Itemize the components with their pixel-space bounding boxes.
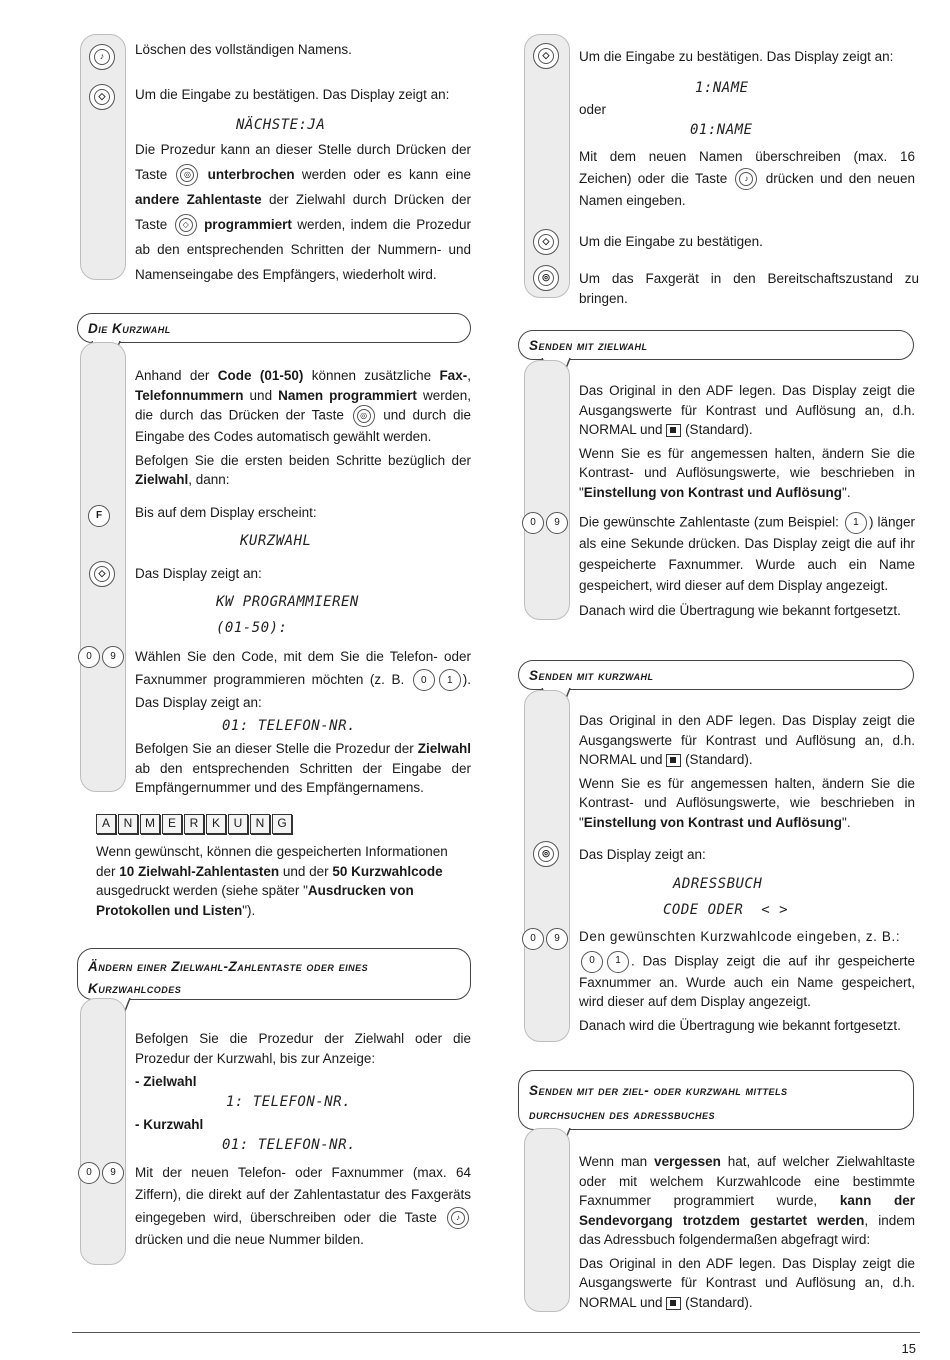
left-top-bar: [80, 34, 126, 280]
digit-zero-key-icon: 0: [78, 646, 100, 668]
loeschen-key-icon: ♪: [89, 44, 115, 70]
kurzwahl-key-icon: ◎: [533, 841, 559, 867]
text-run: drücken und die neue Nummer bilden.: [135, 1231, 364, 1247]
text-run: unterbrochen: [207, 166, 295, 182]
digit-zero-key-icon: 0: [78, 1162, 100, 1184]
text-run: (Standard).: [685, 422, 753, 438]
page-number: 15: [901, 1341, 916, 1356]
display-readout: (01-50):: [216, 620, 288, 636]
resolution-icon: [666, 754, 681, 767]
section-title: Die Kurzwahl: [88, 321, 171, 336]
display-readout: 1:NAME: [695, 80, 749, 96]
text-run: ab den entsprechenden Schritten der Eingabe der Empfängernummer und des Empfängernamens.: [135, 760, 471, 796]
text-run: werden oder es kann eine: [301, 166, 471, 182]
paragraph: oder: [579, 102, 607, 117]
key-letter: A: [96, 814, 116, 834]
text-run: der Zielwahl durch Drücken der Taste: [135, 191, 471, 232]
paragraph: Das Display zeigt an:: [135, 566, 262, 581]
digit-one-key-icon: 1: [439, 669, 461, 691]
text-run: drücken und den neuen Namen eingeben.: [579, 170, 915, 209]
text-run: , indem das Adressbuch folgendermaßen abgefragt wird:: [579, 1212, 915, 1248]
text-run: Wenn Sie es für angemessen halten, ändern Sie die Kontrast- und Auflösungswerte, wie beschrieben in ": [579, 775, 915, 830]
display-readout: NÄCHSTE:JA: [236, 117, 326, 133]
left-top-text-2: [135, 138, 471, 292]
kurzwahl-key-icon: ◎: [353, 405, 375, 427]
text-run: hat, auf welcher Zielwahltaste oder mit welchem Kurzwahlcode eine bestimmte Faxnummer programmiert wurde,: [579, 1154, 915, 1209]
key-letter: N: [250, 814, 270, 834]
paragraph: [135, 1162, 471, 1251]
paragraph: Danach wird die Übertragung wie bekannt fortgesetzt.: [579, 602, 901, 618]
right-top-bar: [524, 34, 570, 298]
right-adress-bar: [524, 1128, 570, 1312]
paragraph: [579, 774, 915, 833]
right-top-text-3: [579, 232, 915, 256]
loeschen-key-icon: ♪: [735, 168, 757, 190]
paragraph: [96, 842, 448, 920]
digit-one-key-icon: 1: [607, 951, 629, 973]
display-readout: KURZWAHL: [240, 533, 312, 549]
text-run: vergessen: [654, 1154, 721, 1169]
text-run: kann der Sendevorgang trotzdem gestartet werden: [579, 1193, 915, 1228]
adress-text: [579, 1152, 915, 1317]
paragraph: [579, 146, 915, 212]
text-run: Befolgen Sie die ersten beiden Schritte bezüglich der: [135, 452, 471, 468]
kurzwahl-senden-text-3: [579, 927, 915, 1039]
text-run: und: [249, 387, 273, 403]
aendern-text-3: [135, 1162, 471, 1255]
right-top-oder: [579, 100, 606, 124]
text-run: Code (01-50): [217, 368, 304, 383]
text-run: und der: [282, 863, 329, 879]
text-run: - Kurzwahl: [135, 1117, 204, 1132]
section-header-zielwahl: [518, 330, 914, 360]
paragraph: [135, 739, 471, 798]
text-run: programmiert: [204, 216, 292, 232]
text-run: Mit dem neuen Namen überschreiben (max. 16 Zeichen) oder die Taste: [579, 149, 915, 186]
key-letter: N: [118, 814, 138, 834]
text-run: und durch die Eingabe des Codes automatisch gewählt werden.: [135, 407, 471, 445]
right-top-text-4: [579, 269, 919, 312]
anmerkung-text: [96, 842, 448, 924]
text-run: Anhand der: [135, 368, 210, 383]
paragraph: Bis auf dem Display erscheint:: [135, 505, 317, 520]
text-run: Befolgen Sie an dieser Stelle die Prozedur der: [135, 741, 414, 756]
display-readout: 1: TELEFON-NR.: [226, 1094, 352, 1110]
right-top-text-2: [579, 146, 915, 216]
section-title: durchsuchen des adressbuches: [529, 1107, 716, 1122]
text-run: Wenn Sie es für angemessen halten, ändern Sie die Kontrast- und Auflösungswerte, wie beschrieben in ": [579, 445, 915, 500]
right-zielwahl-bar: [524, 360, 570, 620]
digit-nine-key-icon: 9: [546, 928, 568, 950]
paragraph: [135, 646, 471, 715]
function-key-icon: F: [88, 505, 110, 527]
start-key-icon: ◇: [89, 561, 115, 587]
paragraph: [579, 1254, 915, 1313]
digit-nine-key-icon: 9: [102, 1162, 124, 1184]
text-run: Das Original in den ADF legen. Das Display zeigt die Ausgangswerte für Kontrast und Auflösung an, d.h. NORMAL und: [579, 383, 915, 438]
text-run: Das Original in den ADF legen. Das Display zeigt die Ausgangswerte für Kontrast und Auflösung an, d.h. NORMAL und: [579, 1255, 915, 1310]
paragraph: Löschen des vollständigen Namens.: [135, 42, 352, 57]
aendern-text-1: [135, 1029, 471, 1096]
text-run: Namen programmiert: [278, 387, 417, 403]
paragraph: Das Display zeigt an:: [579, 847, 706, 862]
text-run: Einstellung von Kontrast und Auflösung: [583, 484, 843, 500]
start-key-icon: ◇: [533, 229, 559, 255]
text-run: ".: [842, 814, 851, 830]
text-run: Einstellung von Kontrast und Auflösung: [583, 814, 843, 830]
text-run: Wenn gewünscht, können die gespeicherten Informationen der: [96, 844, 448, 879]
display-readout: KW PROGRAMMIEREN: [216, 594, 359, 610]
paragraph: [135, 1072, 471, 1092]
text-run: 10 Zielwahl-Zahlentasten: [119, 863, 280, 879]
kurzwahl-text-1: [135, 366, 471, 494]
paragraph: [579, 951, 915, 1012]
text-run: Mit der neuen Telefon- oder Faxnummer (max. 64 Ziffern), die direkt auf der Zahlentastatur des Faxgeräts eingegeben wird, überschreiben oder die Taste: [135, 1165, 471, 1225]
key-letter: E: [162, 814, 182, 834]
kurzwahl-senden-text-2: [579, 845, 915, 869]
start-key-icon: ◇: [89, 84, 115, 110]
paragraph: Um die Eingabe zu bestätigen. Das Display zeigt an:: [135, 86, 450, 102]
text-run: Die gewünschte Zahlentaste (zum Beispiel:: [579, 514, 839, 530]
text-run: , dann:: [188, 472, 230, 488]
stop-key-icon: ◎: [533, 265, 559, 291]
key-letter: K: [206, 814, 226, 834]
kurzwahl-text-3: [135, 564, 471, 588]
left-top-text: [135, 40, 471, 108]
start-key-icon: ◇: [175, 214, 197, 236]
section-title: Ändern einer Zielwahl-Zahlentaste oder eines: [88, 959, 369, 974]
kurzwahl-text-4: [135, 646, 471, 719]
display-readout: ADRESSBUCH: [673, 876, 763, 892]
digit-zero-key-icon: 0: [522, 512, 544, 534]
section-title: Senden mit der ziel- oder kurzwahl mittels: [529, 1083, 788, 1098]
text-run: können zusätzliche: [311, 368, 432, 383]
paragraph: [135, 451, 471, 490]
text-run: . Das Display zeigt die auf ihr gespeicherte Faxnummer an. Wurde auch ein Name gespeichert, wird dieser auf dem Display angezeigt.: [579, 953, 915, 1010]
kurzwahl-text-5: [135, 739, 471, 802]
paragraph: Befolgen Sie die Prozedur der Zielwahl oder die Prozedur der Kurzwahl, bis zur Anzeige:: [135, 1031, 471, 1066]
text-run: werden, indem die Prozedur ab den entsprechenden Schritten der Nummern- und Namenseingabe des Empfängers, wiederholt wird.: [135, 216, 471, 282]
text-run: Zielwahl: [135, 472, 189, 488]
text-run: Das Original in den ADF legen. Das Display zeigt die Ausgangswerte für Kontrast und Auflösung an, d.h. NORMAL und: [579, 713, 915, 768]
text-run: (Standard).: [685, 1294, 753, 1310]
paragraph: Den gewünschten Kurzwahlcode eingeben, z. B.:: [579, 929, 901, 944]
section-header-kurzwahl-senden: [518, 660, 914, 690]
digit-zero-key-icon: 0: [522, 928, 544, 950]
right-top-text-1: [579, 47, 915, 71]
digit-zero-key-icon: 0: [413, 669, 435, 691]
digit-zero-key-icon: 0: [581, 951, 603, 973]
kurzwahl-senden-text-1: [579, 711, 915, 836]
digit-nine-key-icon: 9: [546, 512, 568, 534]
footer-rule: [72, 1332, 920, 1333]
paragraph: [135, 138, 471, 288]
text-run: Zielwahl: [417, 741, 471, 756]
start-key-icon: ◇: [533, 43, 559, 69]
paragraph: [579, 512, 915, 597]
paragraph: Um die Eingabe zu bestätigen.: [579, 234, 763, 249]
display-readout: CODE ODER < >: [663, 902, 789, 918]
section-header-aendern: [77, 948, 471, 1000]
paragraph: [135, 1115, 471, 1135]
paragraph: Um das Faxgerät in den Bereitschaftszustand zu bringen.: [579, 271, 919, 306]
text-run: ausgedruckt werden (siehe später ": [96, 883, 308, 899]
text-run: Wenn man: [579, 1154, 648, 1169]
key-letter: R: [184, 814, 204, 834]
digit-one-key-icon: 1: [845, 512, 867, 534]
section-title: Senden mit kurzwahl: [529, 668, 654, 683]
text-run: werden, die durch das Drücken der Taste: [135, 387, 471, 423]
loeschen-key-icon: ♪: [447, 1207, 469, 1229]
key-letter: U: [228, 814, 248, 834]
text-run: ,: [467, 368, 471, 383]
text-run: - Zielwahl: [135, 1074, 197, 1090]
section-header-kurzwahl: [77, 313, 471, 343]
left-aendern-bar: [80, 998, 126, 1265]
key-letter: G: [272, 814, 292, 834]
zielwahl-text-2: [579, 512, 915, 624]
display-readout: 01: TELEFON-NR.: [222, 718, 356, 734]
text-run: Fax-: [439, 368, 468, 383]
section-title: Senden mit zielwahl: [529, 338, 648, 353]
paragraph: Um die Eingabe zu bestätigen. Das Display zeigt an:: [579, 49, 894, 64]
section-header-adressbuch: [518, 1070, 914, 1130]
paragraph: [579, 381, 915, 440]
digit-nine-key-icon: 9: [102, 646, 124, 668]
text-run: Wählen Sie den Code, mit dem Sie die Telefon- oder Faxnummer programmieren möchten (z. B.: [135, 649, 471, 687]
resolution-icon: [666, 424, 681, 437]
text-run: Telefonnummern: [135, 387, 244, 403]
text-run: Ausdrucken von Protokollen und Listen: [96, 883, 414, 918]
text-run: 50 Kurzwahlcode: [332, 863, 443, 879]
paragraph: [579, 1152, 915, 1250]
display-readout: 01: TELEFON-NR.: [222, 1137, 356, 1153]
paragraph: [135, 366, 471, 447]
resolution-icon: [666, 1297, 681, 1310]
display-readout: 01:NAME: [690, 122, 753, 138]
text-run: ). Das Display zeigt an:: [135, 671, 471, 710]
paragraph: [579, 711, 915, 770]
kurzwahl-text-2: [135, 503, 471, 527]
paragraph: Danach wird die Übertragung wie bekannt fortgesetzt.: [579, 1017, 901, 1033]
text-run: Die Prozedur kann an dieser Stelle durch Drücken der Taste: [135, 142, 471, 182]
zielwahl-text-1: [579, 381, 915, 506]
key-letter: M: [140, 814, 160, 834]
text-run: ) länger als eine Sekunde drücken. Das Display zeigt die auf ihr gespeicherte Faxnummer. Wurde auch ein Name gespeichert, wird dieser auf dem Display angezeigt.: [579, 514, 915, 593]
section-title: Kurzwahlcodes: [88, 981, 182, 996]
text-run: ".: [842, 484, 851, 500]
anmerkung-keys: [96, 814, 292, 834]
text-run: ").: [242, 902, 256, 918]
text-run: (Standard).: [685, 752, 753, 768]
text-run: andere Zahlentaste: [135, 191, 262, 207]
stop-key-icon: ◎: [176, 164, 198, 186]
paragraph: [579, 444, 915, 503]
